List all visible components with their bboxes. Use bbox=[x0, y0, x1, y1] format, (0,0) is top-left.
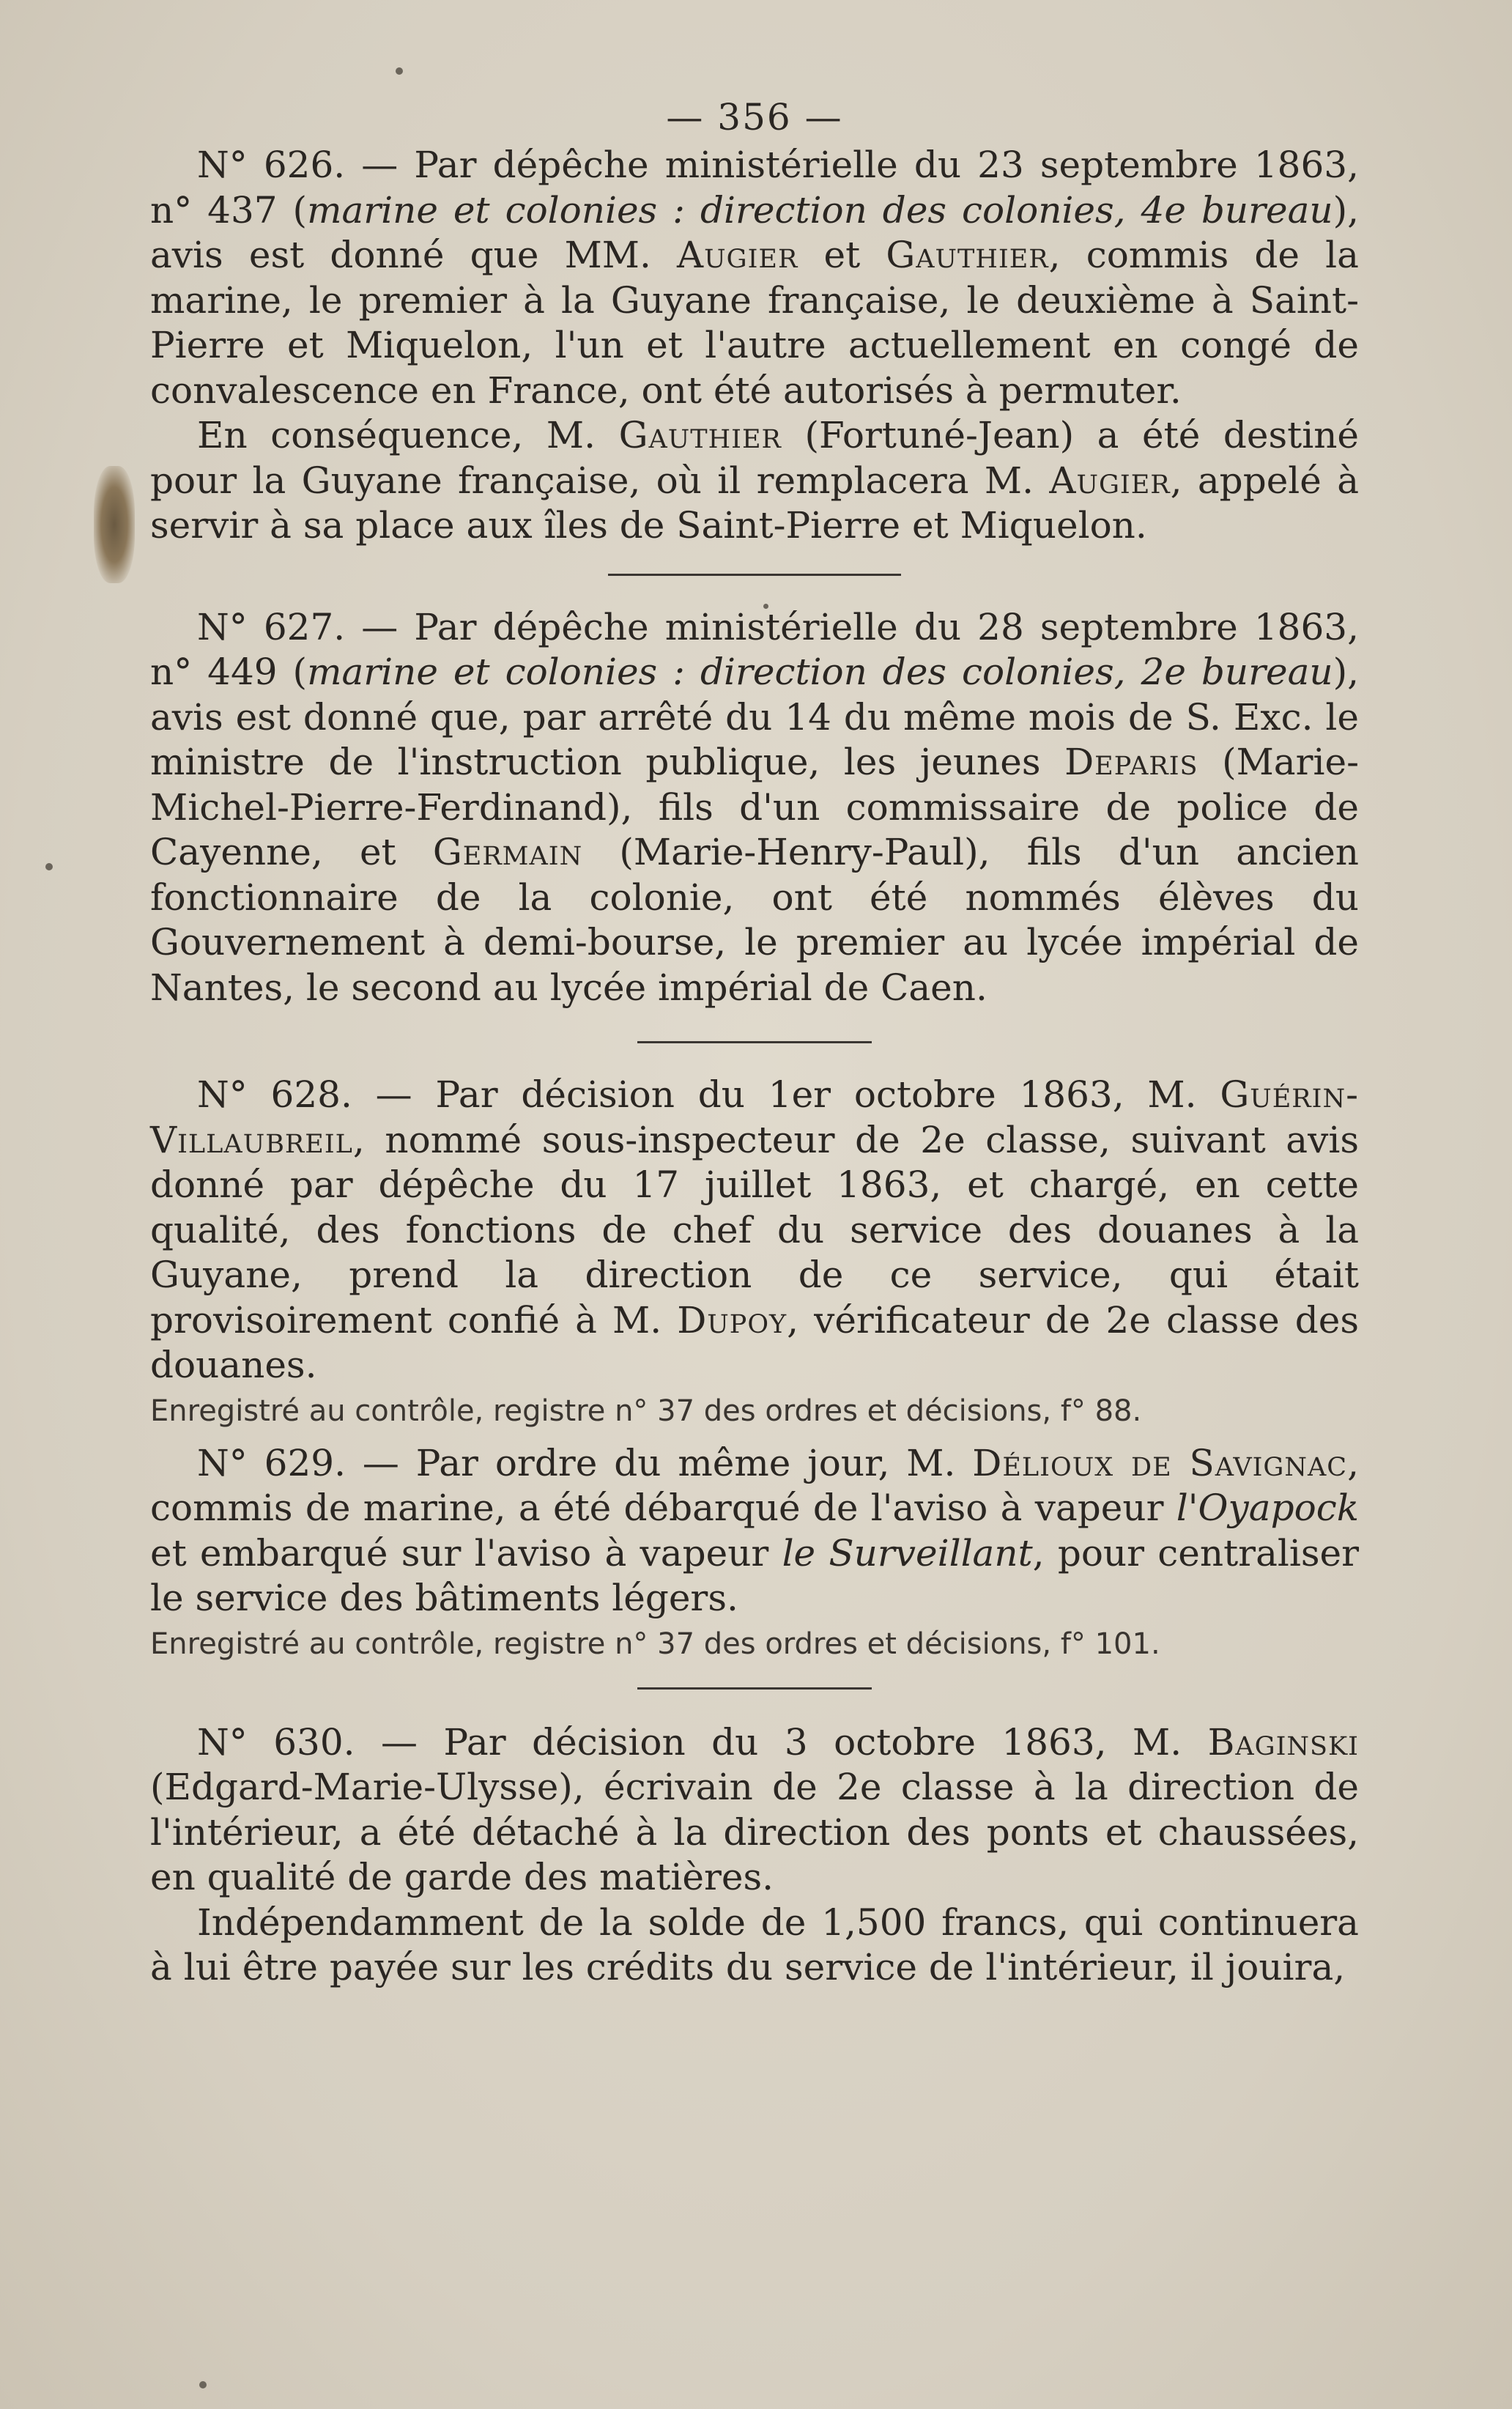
page-column bbox=[150, 92, 1359, 1991]
text-run: N° 630. — Par décision du 3 octobre 1863, M. bbox=[197, 1720, 1208, 1764]
entry-626 bbox=[150, 143, 1359, 549]
text-run: , vérificateur de 2e classe des douanes. bbox=[150, 1298, 1359, 1386]
surname: Dupoy bbox=[677, 1298, 788, 1342]
text-run: marine et colonies : direction des colonies, 4e bureau bbox=[307, 188, 1333, 232]
text-run: (Marie-Henry-Paul), fils d'un ancien fonctionnaire de la colonie, ont été nommés élèves du Gouvernement à demi-bourse, le premier au lycée impérial de Nantes, le second au lycée impérial de Caen. bbox=[150, 831, 1360, 1009]
entry-627-para-1 bbox=[150, 605, 1359, 1011]
text-run: , nommé sous-inspecteur de 2e classe, suivant avis donné par dépêche du 17 juillet 1863, et chargé, en cette qualité, des fonctions de chef du service des douanes à la Guyane, prend la direction de ce service, qui était provisoirement confié à M. bbox=[150, 1118, 1359, 1342]
text-run: Indépendamment de la solde de 1,500 francs, qui continuera à lui être payée sur les crédits du service de l'intérieur, il jouira, bbox=[150, 1901, 1359, 1988]
text-run: et bbox=[798, 234, 886, 276]
text-run: , commis de la marine, le premier à la Guyane française, le deuxième à Saint-Pierre et Miquelon, l'un et l'autre actuellement en congé de convalescence en France, ont été autorisés à permuter. bbox=[150, 234, 1359, 412]
text-run: marine et colonies : direction des colonies, 2e bureau bbox=[307, 651, 1333, 693]
surname: Gauthier bbox=[618, 414, 782, 456]
ship-name: l'Oyapock bbox=[1176, 1487, 1359, 1529]
text-run: N° 629. — Par ordre du même jour, M. bbox=[197, 1441, 973, 1484]
surname: Baginski bbox=[1207, 1720, 1359, 1764]
registry-note: Enregistré au contrôle, registre n° 37 des ordres et décisions, f° 88. bbox=[150, 1394, 1142, 1428]
text-run: N° 628. — Par décision du 1er octobre 1863, M. bbox=[197, 1073, 1220, 1116]
text-run: N° 627. — Par dépêche ministérielle du 28 septembre 1863, n° 449 ( bbox=[150, 605, 1359, 693]
text-run: En conséquence, M. bbox=[197, 414, 619, 456]
ink-stain bbox=[94, 466, 135, 583]
entry-630-para-1 bbox=[150, 1720, 1359, 1901]
entry-629-para-1 bbox=[150, 1441, 1359, 1621]
text-run: , pour centraliser le service des bâtiments légers. bbox=[150, 1531, 1360, 1619]
entry-628-para-1 bbox=[150, 1073, 1359, 1388]
text-run: (Fortuné-Jean) a été destiné pour la Guyane française, où il remplacera M. bbox=[150, 414, 1360, 502]
entry-630-para-2 bbox=[150, 1901, 1359, 1991]
page-number: — 356 — bbox=[666, 96, 843, 138]
speck bbox=[396, 67, 403, 75]
text-run: ), avis est donné que, par arrêté du 14 du même mois de S. Exc. le ministre de l'instruction publique, les jeunes bbox=[150, 651, 1359, 783]
entry-628 bbox=[150, 1073, 1359, 1434]
surname: Deparis bbox=[1064, 741, 1198, 783]
entry-629 bbox=[150, 1441, 1359, 1667]
registry-note: Enregistré au contrôle, registre n° 37 des ordres et décisions, f° 101. bbox=[150, 1627, 1160, 1661]
text-run: (Marie-Michel-Pierre-Ferdinand), fils d'un commissaire de police de Cayenne, et bbox=[150, 741, 1359, 873]
speck bbox=[199, 2381, 207, 2388]
surname: Augier bbox=[1049, 459, 1171, 502]
text-run: N° 626. — Par dépêche ministérielle du 23 septembre 1863, n° 437 ( bbox=[150, 144, 1359, 232]
text-run: et embarqué sur l'aviso à vapeur bbox=[150, 1531, 782, 1574]
entry-627 bbox=[150, 605, 1359, 1011]
entry-626-para-2 bbox=[150, 413, 1359, 549]
text-run: , appelé à servir à sa place aux îles de Saint-Pierre et Miquelon. bbox=[150, 459, 1359, 547]
speck bbox=[45, 863, 53, 870]
text-run: (Edgard-Marie-Ulysse), écrivain de 2e classe à la direction de l'intérieur, a été détaché à la direction des ponts et chaussées, en qualité de garde des matières. bbox=[150, 1766, 1359, 1898]
text-run: , commis de marine, a été débarqué de l'aviso à vapeur bbox=[150, 1441, 1359, 1529]
ship-name: le Surveillant bbox=[782, 1531, 1033, 1574]
surname: Germain bbox=[432, 831, 583, 873]
surname: Gauthier bbox=[886, 234, 1049, 276]
surname: Augier bbox=[677, 234, 798, 276]
surname: Guérin-Villaubreil bbox=[150, 1073, 1359, 1161]
surname: Délioux de Savignac bbox=[972, 1441, 1348, 1484]
text-run: ), avis est donné que MM. bbox=[150, 188, 1359, 276]
entry-626-para-1 bbox=[150, 143, 1359, 413]
entry-630 bbox=[150, 1720, 1359, 1991]
